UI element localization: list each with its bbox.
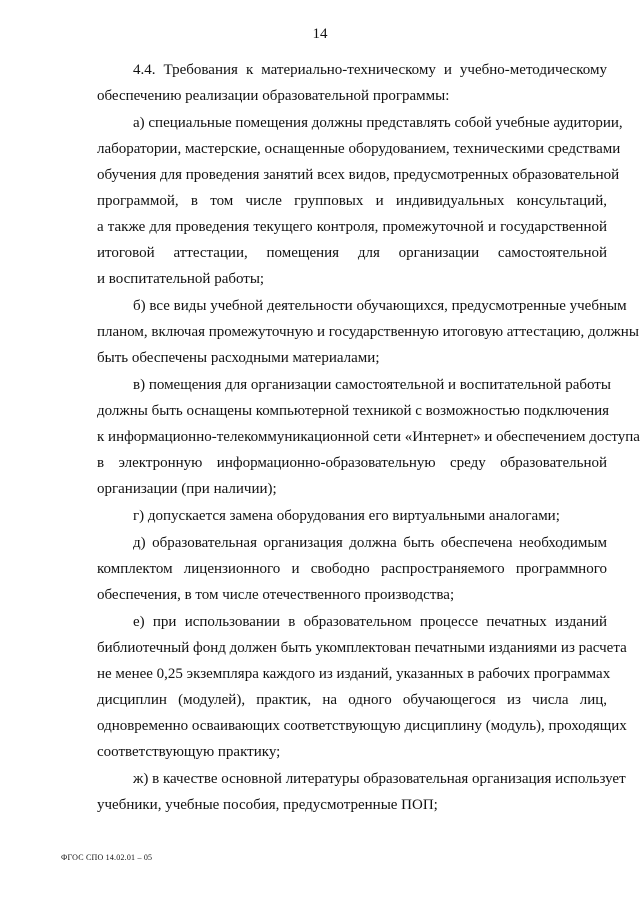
text-line: д) образовательная организация должна быть обеспечена необходимым <box>133 535 607 551</box>
text-line: а также для проведения текущего контроля, промежуточной и государственной <box>97 219 607 235</box>
text-line: е) при использовании в образовательном процессе печатных изданий <box>133 614 607 630</box>
paragraph-p-d <box>61 530 607 608</box>
paragraph-p-v <box>61 372 640 502</box>
text-line: обеспечению реализации образовательной программы: <box>97 88 450 104</box>
paragraph-p-e <box>61 609 627 765</box>
text-line: планом, включая промежуточную и государственную итоговую аттестацию, должны <box>97 324 639 340</box>
text-line: программой, в том числе групповых и индивидуальных консультаций, <box>97 193 607 209</box>
text-line: комплектом лицензионного и свободно распространяемого программного <box>97 561 607 577</box>
paragraph-p-g <box>61 503 607 529</box>
text-line: ж) в качестве основной литературы образовательная организация использует <box>133 771 626 787</box>
text-line: одновременно осваивающих соответствующую дисциплину (модуль), проходящих <box>97 718 627 734</box>
text-line: обучения для проведения занятий всех видов, предусмотренных образовательной <box>97 167 620 183</box>
text-line: быть обеспечены расходными материалами; <box>97 350 380 366</box>
text-line: учебники, учебные пособия, предусмотренные ПОП; <box>97 797 438 813</box>
text-line: должны быть оснащены компьютерной техникой с возможностью подключения <box>97 403 610 419</box>
paragraph-p-b <box>61 293 639 371</box>
text-line: дисциплин (модулей), практик, на одного обучающегося из числа лиц, <box>97 692 607 708</box>
text-line: лаборатории, мастерские, оснащенные оборудованием, техническими средствами <box>97 141 621 157</box>
text-line: в электронную информационно-образовательную среду образовательной <box>97 455 607 471</box>
footer-code: ФГОС СПО 14.02.01 – 05 <box>61 853 153 862</box>
text-line: б) все виды учебной деятельности обучающихся, предусмотренные учебным <box>133 298 627 314</box>
text-line: г) допускается замена оборудования его виртуальными аналогами; <box>133 508 560 524</box>
text-line: итоговой аттестации, помещения для организации самостоятельной <box>97 245 607 261</box>
text-line: и воспитательной работы; <box>97 271 265 287</box>
text-line: библиотечный фонд должен быть укомплектован печатными изданиями из расчета <box>97 640 627 656</box>
text-line: а) специальные помещения должны представлять собой учебные аудитории, <box>133 115 623 131</box>
text-line: в) помещения для организации самостоятельной и воспитательной работы <box>133 377 611 393</box>
text-line: не менее 0,25 экземпляра каждого из изданий, указанных в рабочих программах <box>97 666 611 682</box>
text-line: обеспечения, в том числе отечественного производства; <box>97 587 455 603</box>
paragraph-p-a <box>61 110 623 292</box>
page-number: 14 <box>312 26 328 42</box>
document-body <box>61 57 640 819</box>
text-line: к информационно-телекоммуникационной сети «Интернет» и обеспечением доступа <box>97 429 640 445</box>
paragraph-p-4-4 <box>61 57 607 109</box>
text-line: соответствующую практику; <box>97 744 281 760</box>
text-line: организации (при наличии); <box>97 481 277 497</box>
paragraph-p-zh <box>61 766 626 818</box>
text-line: 4.4. Требования к материально-техническому и учебно-методическому <box>133 62 607 78</box>
